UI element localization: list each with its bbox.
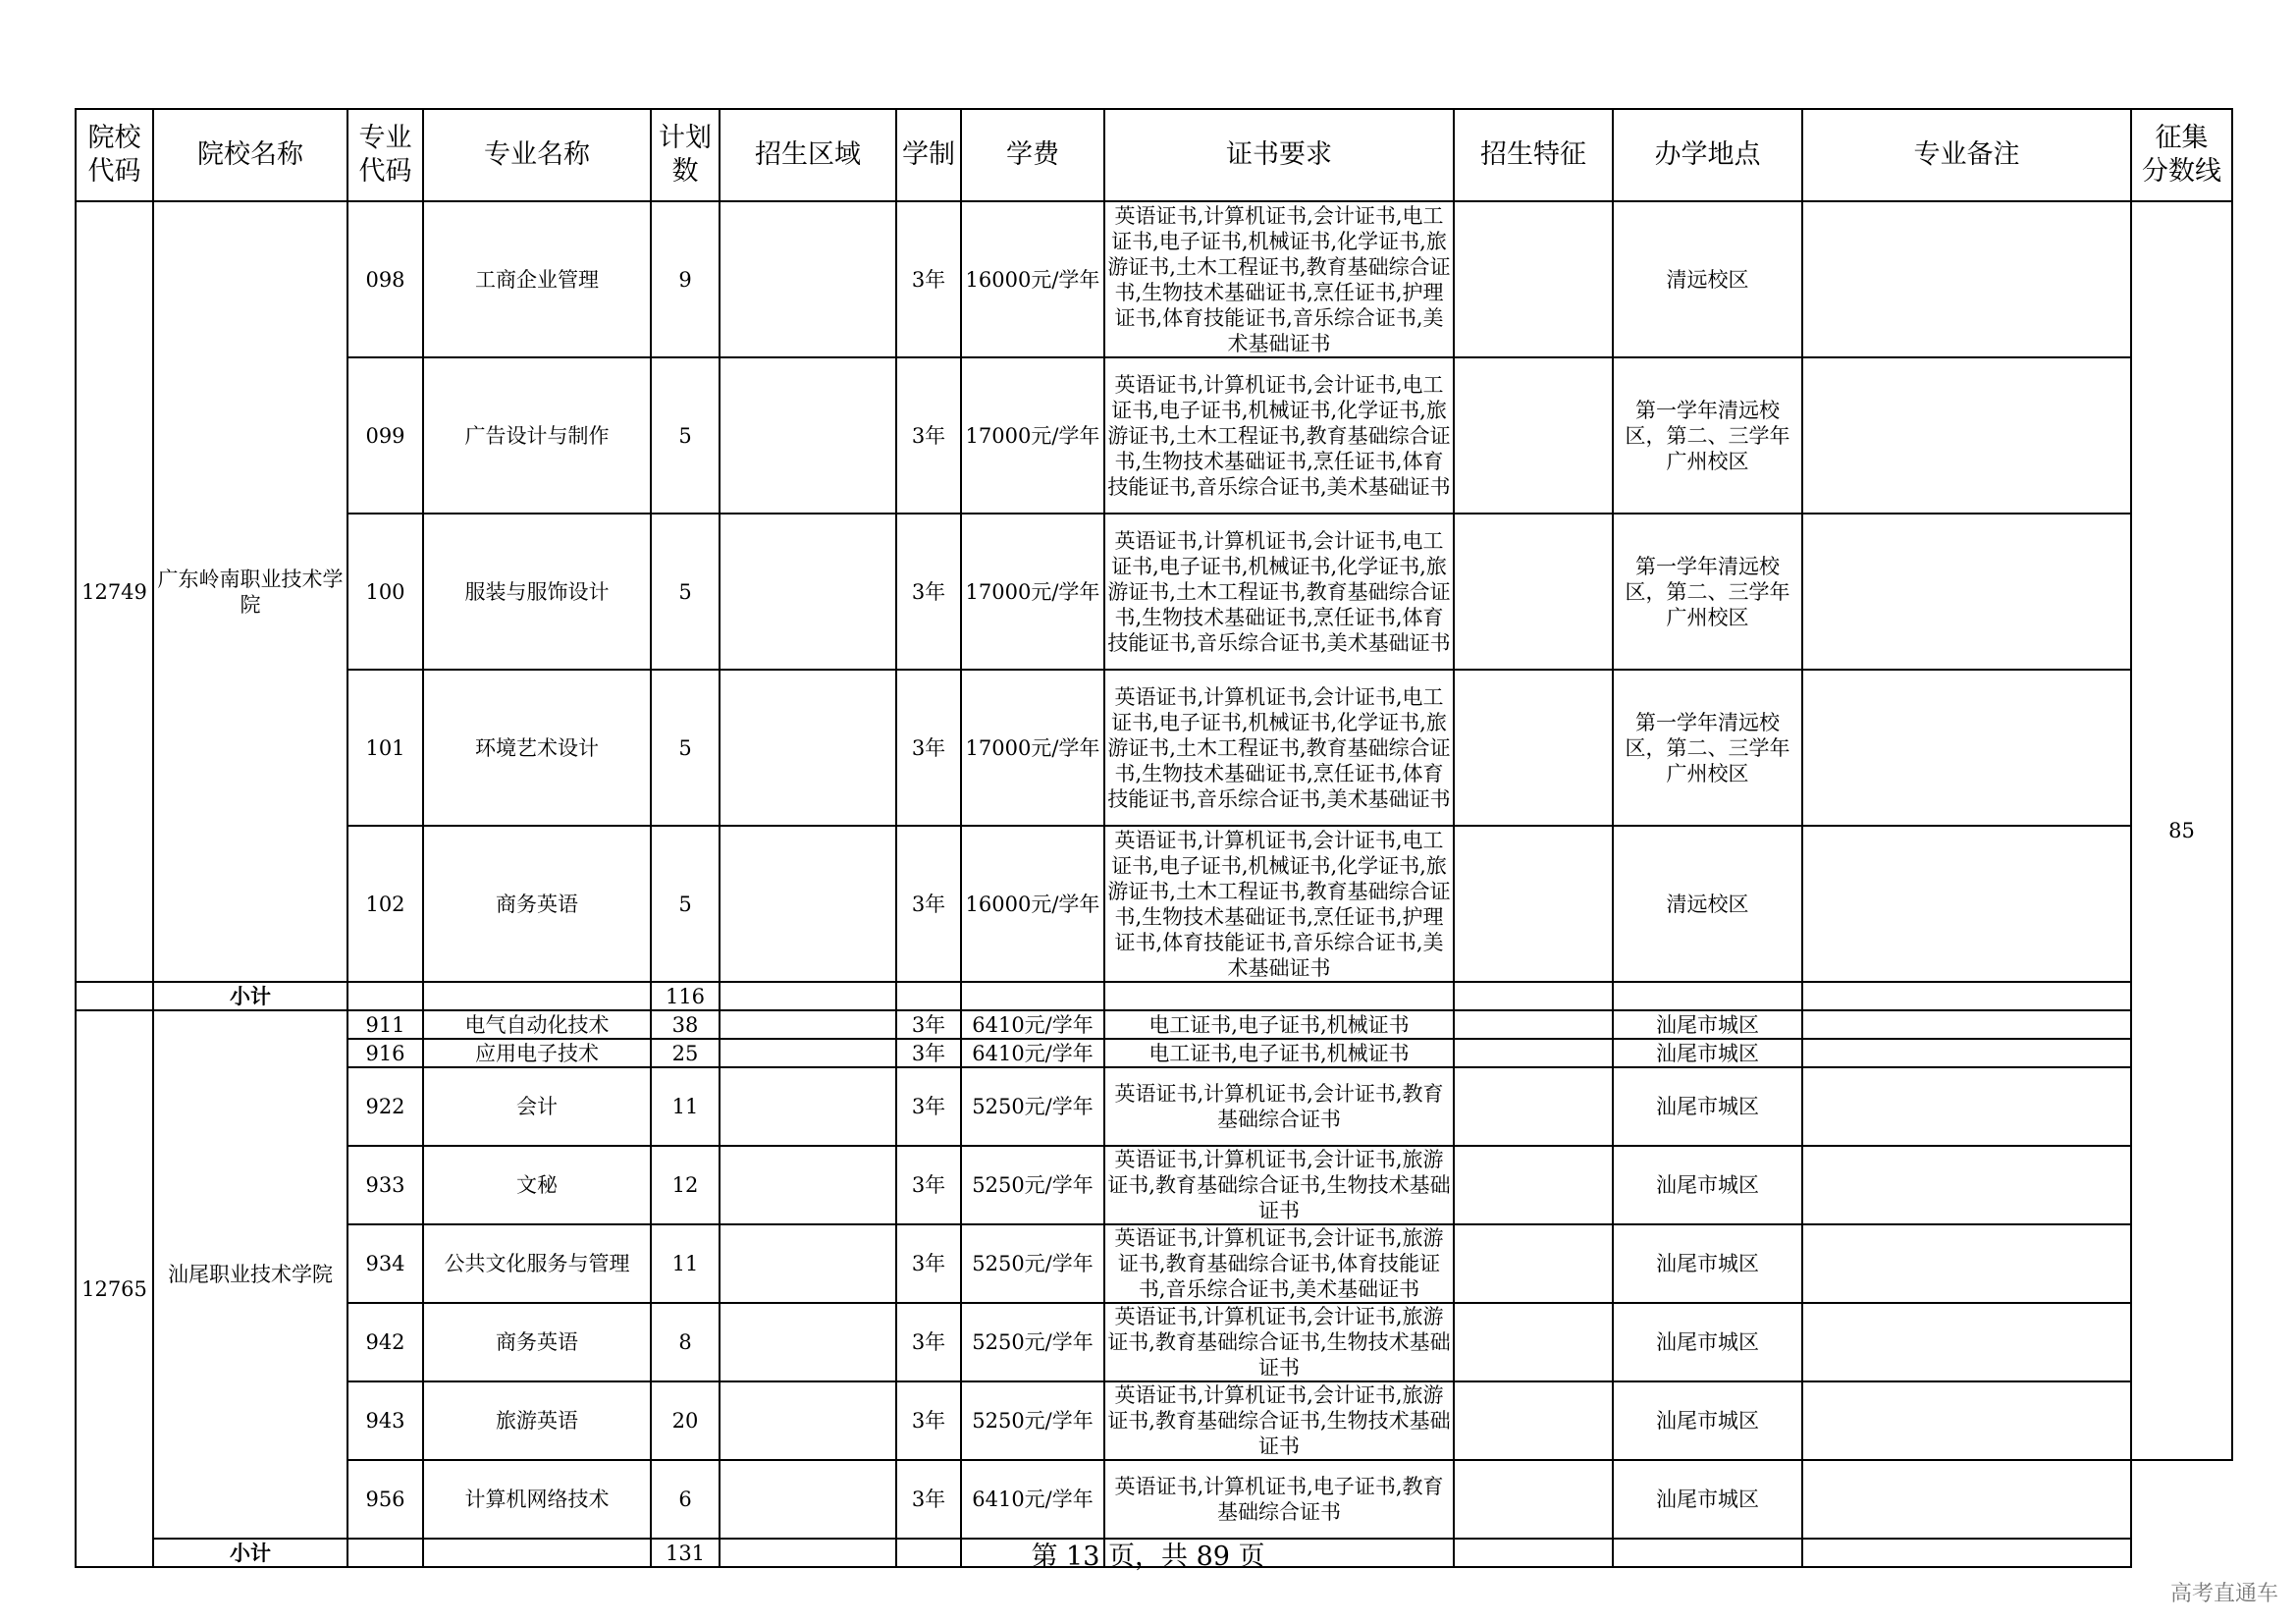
major-name: 广告设计与制作 (423, 357, 651, 514)
duration: 3年 (896, 357, 961, 514)
note-cell (1802, 1039, 2131, 1067)
fee: 17000元/学年 (961, 514, 1104, 670)
fee: 17000元/学年 (961, 670, 1104, 826)
cert-requirements: 英语证书,计算机证书,会计证书,旅游证书,教育基础综合证书,生物技术基础证书 (1104, 1146, 1454, 1224)
feature-cell (1454, 1224, 1613, 1303)
duration: 3年 (896, 201, 961, 357)
subtotal-label: 小计 (153, 1539, 347, 1567)
plan-count: 5 (651, 670, 720, 826)
note-cell (1802, 1146, 2131, 1224)
location: 汕尾市城区 (1613, 1224, 1802, 1303)
plan-count: 8 (651, 1303, 720, 1381)
school-code-empty (76, 982, 153, 1010)
plan-count: 5 (651, 514, 720, 670)
location: 汕尾市城区 (1613, 1146, 1802, 1224)
cert-requirements: 英语证书,计算机证书,会计证书,电工证书,电子证书,机械证书,化学证书,旅游证书,土木工程证书,教育基础综合证书,生物技术基础证书,烹任证书,护理证书,体育技能证书,音乐综合证书,美术基础证书 (1104, 201, 1454, 357)
location: 汕尾市城区 (1613, 1067, 1802, 1146)
major-code: 102 (347, 826, 423, 982)
region-cell (720, 1146, 896, 1224)
table-row (76, 514, 2232, 670)
major-code: 099 (347, 357, 423, 514)
duration: 3年 (896, 1146, 961, 1224)
note-cell (1802, 826, 2131, 982)
fee: 5250元/学年 (961, 1146, 1104, 1224)
region-cell (720, 1067, 896, 1146)
duration: 3年 (896, 1010, 961, 1039)
header-duration: 学制 (896, 109, 961, 201)
plan-count: 9 (651, 201, 720, 357)
cert-requirements: 英语证书,计算机证书,会计证书,旅游证书,教育基础综合证书,体育技能证书,音乐综合证书,美术基础证书 (1104, 1224, 1454, 1303)
fee: 17000元/学年 (961, 357, 1104, 514)
plan-count: 6 (651, 1460, 720, 1539)
cert-requirements: 电工证书,电子证书,机械证书 (1104, 1039, 1454, 1067)
feature-cell (1454, 1381, 1613, 1460)
plan-count: 11 (651, 1067, 720, 1146)
major-code: 101 (347, 670, 423, 826)
major-name: 公共文化服务与管理 (423, 1224, 651, 1303)
feature-cell (1454, 1067, 1613, 1146)
header-note: 专业备注 (1802, 109, 2131, 201)
empty-cell (720, 982, 896, 1010)
table-row (76, 1303, 2232, 1381)
note-cell (1802, 201, 2131, 357)
cert-requirements: 英语证书,计算机证书,会计证书,旅游证书,教育基础综合证书,生物技术基础证书 (1104, 1303, 1454, 1381)
score-line: 85 (2131, 201, 2232, 1460)
subtotal-row (76, 982, 2232, 1010)
location: 第一学年清远校区，第二、三学年广州校区 (1613, 670, 1802, 826)
empty-cell (1802, 982, 2131, 1010)
duration: 3年 (896, 1224, 961, 1303)
major-name: 计算机网络技术 (423, 1460, 651, 1539)
feature-cell (1454, 826, 1613, 982)
duration: 3年 (896, 1303, 961, 1381)
cert-requirements: 英语证书,计算机证书,电子证书,教育基础综合证书 (1104, 1460, 1454, 1539)
note-cell (1802, 1381, 2131, 1460)
school-code: 12765 (76, 1010, 153, 1567)
major-name: 电气自动化技术 (423, 1010, 651, 1039)
table-row (76, 826, 2232, 982)
table-row (76, 1039, 2232, 1067)
admissions-table (75, 108, 2233, 1568)
region-cell (720, 1381, 896, 1460)
cert-requirements: 英语证书,计算机证书,会计证书,电工证书,电子证书,机械证书,化学证书,旅游证书,土木工程证书,教育基础综合证书,生物技术基础证书,烹任证书,体育技能证书,音乐综合证书,美术基础证书 (1104, 670, 1454, 826)
major-code: 943 (347, 1381, 423, 1460)
table-row (76, 1460, 2232, 1539)
fee: 16000元/学年 (961, 826, 1104, 982)
plan-count: 25 (651, 1039, 720, 1067)
major-code: 922 (347, 1067, 423, 1146)
location: 汕尾市城区 (1613, 1381, 1802, 1460)
region-cell (720, 826, 896, 982)
table-row (76, 1381, 2232, 1460)
major-name: 工商企业管理 (423, 201, 651, 357)
school-name: 广东岭南职业技术学院 (153, 201, 347, 982)
school-name: 汕尾职业技术学院 (153, 1010, 347, 1539)
major-name: 服装与服饰设计 (423, 514, 651, 670)
fee: 5250元/学年 (961, 1224, 1104, 1303)
header-location: 办学地点 (1613, 109, 1802, 201)
region-cell (720, 201, 896, 357)
duration: 3年 (896, 1039, 961, 1067)
subtotal-value: 131 (651, 1539, 720, 1567)
location: 汕尾市城区 (1613, 1010, 1802, 1039)
plan-count: 11 (651, 1224, 720, 1303)
region-cell (720, 1039, 896, 1067)
fee: 6410元/学年 (961, 1010, 1104, 1039)
duration: 3年 (896, 670, 961, 826)
duration: 3年 (896, 1067, 961, 1146)
table-row (76, 670, 2232, 826)
header-cert: 证书要求 (1104, 109, 1454, 201)
watermark: 高考直通车 (2169, 1582, 2278, 1606)
note-cell (1802, 1224, 2131, 1303)
location: 第一学年清远校区，第二、三学年广州校区 (1613, 514, 1802, 670)
location: 清远校区 (1613, 826, 1802, 982)
fee: 5250元/学年 (961, 1067, 1104, 1146)
major-name: 商务英语 (423, 826, 651, 982)
table-row (76, 201, 2232, 357)
cert-requirements: 英语证书,计算机证书,会计证书,旅游证书,教育基础综合证书,生物技术基础证书 (1104, 1381, 1454, 1460)
region-cell (720, 1303, 896, 1381)
feature-cell (1454, 357, 1613, 514)
page-footer: 第 13 页，共 89 页 (1031, 1542, 1265, 1572)
table-row (76, 1224, 2232, 1303)
duration: 3年 (896, 1381, 961, 1460)
note-cell (1802, 514, 2131, 670)
duration: 3年 (896, 826, 961, 982)
region-cell (720, 1224, 896, 1303)
cert-requirements: 英语证书,计算机证书,会计证书,教育基础综合证书 (1104, 1067, 1454, 1146)
region-cell (720, 357, 896, 514)
empty-cell (423, 982, 651, 1010)
duration: 3年 (896, 514, 961, 670)
table-row (76, 1146, 2232, 1224)
subtotal-value: 116 (651, 982, 720, 1010)
feature-cell (1454, 1010, 1613, 1039)
fee: 6410元/学年 (961, 1039, 1104, 1067)
header-school-name: 院校名称 (153, 109, 347, 201)
empty-cell (1454, 982, 1613, 1010)
header-major-code: 专业 代码 (347, 109, 423, 201)
header-score: 征集 分数线 (2131, 109, 2232, 201)
major-name: 环境艺术设计 (423, 670, 651, 826)
cert-requirements: 英语证书,计算机证书,会计证书,电工证书,电子证书,机械证书,化学证书,旅游证书,土木工程证书,教育基础综合证书,生物技术基础证书,烹任证书,护理证书,体育技能证书,音乐综合证书,美术基础证书 (1104, 826, 1454, 982)
location: 第一学年清远校区，第二、三学年广州校区 (1613, 357, 1802, 514)
empty-cell (1613, 982, 1802, 1010)
major-code: 933 (347, 1146, 423, 1224)
major-name: 应用电子技术 (423, 1039, 651, 1067)
major-code: 916 (347, 1039, 423, 1067)
major-code: 956 (347, 1460, 423, 1539)
major-name: 文秘 (423, 1146, 651, 1224)
subtotal-label: 小计 (153, 982, 347, 1010)
empty-cell (347, 982, 423, 1010)
plan-count: 12 (651, 1146, 720, 1224)
note-cell (1802, 670, 2131, 826)
cert-requirements: 电工证书,电子证书,机械证书 (1104, 1010, 1454, 1039)
feature-cell (1454, 1039, 1613, 1067)
plan-count: 38 (651, 1010, 720, 1039)
feature-cell (1454, 670, 1613, 826)
plan-count: 20 (651, 1381, 720, 1460)
location: 汕尾市城区 (1613, 1039, 1802, 1067)
header-school-code: 院校 代码 (76, 109, 153, 201)
header-row (76, 109, 2232, 201)
feature-cell (1454, 201, 1613, 357)
header-major-name: 专业名称 (423, 109, 651, 201)
plan-count: 5 (651, 826, 720, 982)
header-plan: 计划 数 (651, 109, 720, 201)
region-cell (720, 514, 896, 670)
school-code: 12749 (76, 201, 153, 982)
major-code: 911 (347, 1010, 423, 1039)
major-name: 商务英语 (423, 1303, 651, 1381)
empty-cell (1104, 982, 1454, 1010)
note-cell (1802, 1460, 2131, 1539)
note-cell (1802, 1067, 2131, 1146)
empty-cell (961, 982, 1104, 1010)
fee: 5250元/学年 (961, 1303, 1104, 1381)
cert-requirements: 英语证书,计算机证书,会计证书,电工证书,电子证书,机械证书,化学证书,旅游证书,土木工程证书,教育基础综合证书,生物技术基础证书,烹任证书,体育技能证书,音乐综合证书,美术基础证书 (1104, 357, 1454, 514)
major-code: 098 (347, 201, 423, 357)
fee: 5250元/学年 (961, 1381, 1104, 1460)
region-cell (720, 670, 896, 826)
region-cell (720, 1460, 896, 1539)
location: 汕尾市城区 (1613, 1303, 1802, 1381)
feature-cell (1454, 1303, 1613, 1381)
note-cell (1802, 1303, 2131, 1381)
fee: 16000元/学年 (961, 201, 1104, 357)
header-feature: 招生特征 (1454, 109, 1613, 201)
major-name: 旅游英语 (423, 1381, 651, 1460)
location: 汕尾市城区 (1613, 1460, 1802, 1539)
major-code: 942 (347, 1303, 423, 1381)
table-row (76, 1010, 2232, 1039)
region-cell (720, 1010, 896, 1039)
note-cell (1802, 357, 2131, 514)
header-region: 招生区域 (720, 109, 896, 201)
feature-cell (1454, 514, 1613, 670)
major-name: 会计 (423, 1067, 651, 1146)
header-fee: 学费 (961, 109, 1104, 201)
feature-cell (1454, 1460, 1613, 1539)
location: 清远校区 (1613, 201, 1802, 357)
major-code: 934 (347, 1224, 423, 1303)
empty-cell (896, 982, 961, 1010)
major-code: 100 (347, 514, 423, 670)
cert-requirements: 英语证书,计算机证书,会计证书,电工证书,电子证书,机械证书,化学证书,旅游证书,土木工程证书,教育基础综合证书,生物技术基础证书,烹任证书,体育技能证书,音乐综合证书,美术基础证书 (1104, 514, 1454, 670)
table-row (76, 1067, 2232, 1146)
feature-cell (1454, 1146, 1613, 1224)
duration: 3年 (896, 1460, 961, 1539)
fee: 6410元/学年 (961, 1460, 1104, 1539)
plan-count: 5 (651, 357, 720, 514)
note-cell (1802, 1010, 2131, 1039)
table-row (76, 357, 2232, 514)
